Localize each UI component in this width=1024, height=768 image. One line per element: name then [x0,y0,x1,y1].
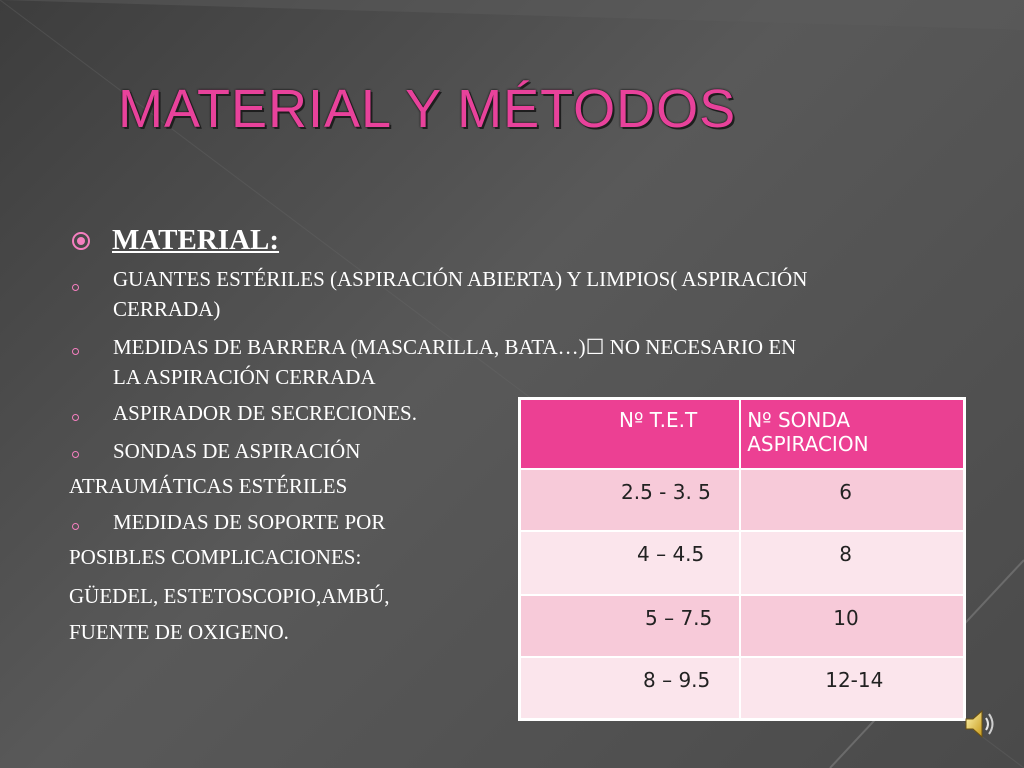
table-cell: 10 [740,595,964,657]
ring-bullet-icon [72,523,79,530]
table-cell: 8 – 9.5 [520,657,740,719]
text-line: MEDIDAS DE SOPORTE POR [113,510,386,534]
table-cell: 5 – 7.5 [520,595,740,657]
text-line: MEDIDAS DE BARRERA (MASCARILLA, BATA…)☐ NO NECESARIO EN [113,335,797,359]
table-row [520,657,964,719]
table-header-sonda: Nº SONDA ASPIRACION [740,399,964,469]
target-bullet-icon [72,232,90,250]
text-line: LA ASPIRACIÓN CERRADA [113,365,376,389]
table-header-row [520,399,964,469]
text-line: POSIBLES COMPLICACIONES: [69,545,362,569]
section-heading-text: MATERIAL: [112,224,280,256]
ring-bullet-icon [72,451,79,458]
table-cell: 6 [740,469,964,531]
text-line: ASPIRADOR DE SECRECIONES. [113,401,417,425]
text-line: SONDAS DE ASPIRACIÓN [113,439,361,463]
ring-bullet-icon [72,284,79,291]
text-line: GÜEDEL, ESTETOSCOPIO,AMBÚ, [69,584,390,608]
table-row [520,595,964,657]
slide-title: MATERIAL Y MÉTODOS [118,79,737,139]
speaker-icon[interactable] [963,708,997,740]
text-line: FUENTE DE OXIGENO. [69,620,289,644]
table-row [520,469,964,531]
table-cell: 12-14 [740,657,964,719]
section-heading [72,224,279,257]
text-line: ATRAUMÁTICAS ESTÉRILES [69,474,348,498]
table-cell: 8 [740,531,964,595]
table-header-tet: Nº T.E.T [520,399,740,469]
text-line: GUANTES ESTÉRILES (ASPIRACIÓN ABIERTA) Y LIMPIOS( ASPIRACIÓN [113,267,808,291]
text-line: CERRADA) [113,297,221,321]
table-cell: 4 – 4.5 [520,531,740,595]
ring-bullet-icon [72,348,79,355]
ring-bullet-icon [72,414,79,421]
tube-size-table [519,398,965,720]
table-cell: 2.5 - 3. 5 [520,469,740,531]
table-row [520,531,964,595]
